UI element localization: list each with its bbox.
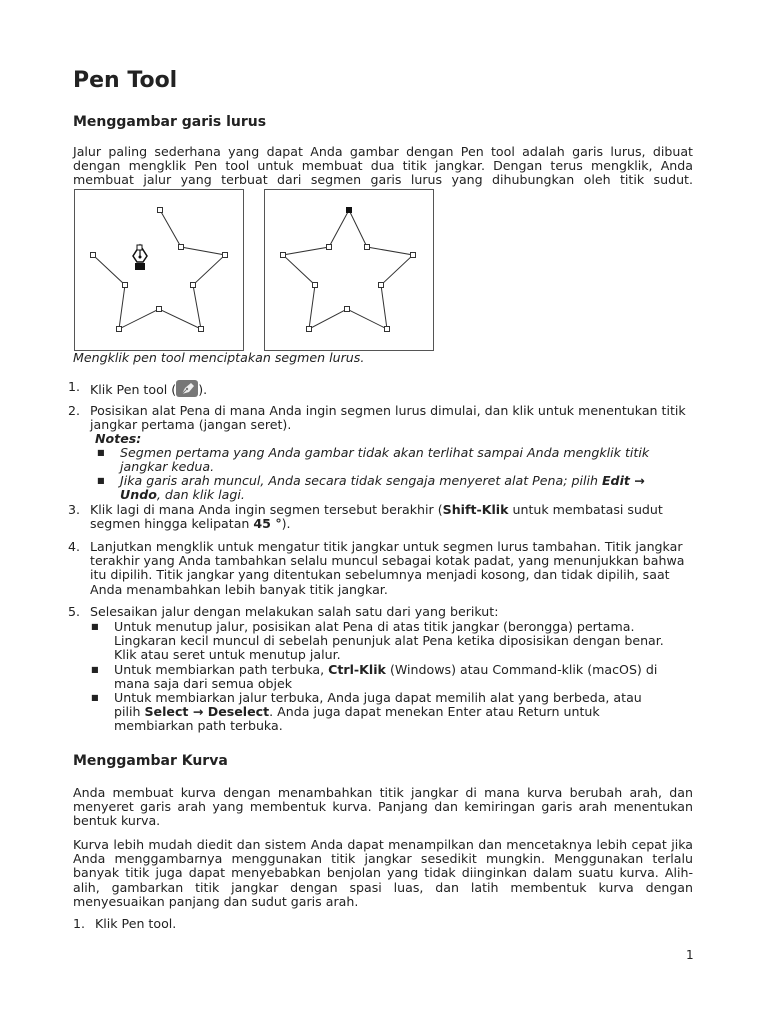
list-number: 5.: [68, 604, 81, 619]
list-text: Selesaikan jalur dengan melakukan salah satu dari yang berikut:: [90, 604, 499, 619]
figure-star-drawing: [74, 189, 244, 351]
list-number: 4.: [68, 539, 81, 554]
pen-tool-icon: [176, 380, 198, 397]
star-path-closed: [265, 190, 433, 350]
intro-paragraph: Jalur paling sederhana yang dapat Anda gambar dengan Pen tool adalah garis lurus, dibuat dengan mengklik Pen tool untuk membuat dua titik jangkar. Dengan terus mengklik, Anda membuat jalur yang terbuat dari segmen garis lurus yang dihubungkan oleh titik sudut.: [73, 144, 693, 188]
page-title: Pen Tool: [73, 68, 178, 93]
section-heading-straight-lines: Menggambar garis lurus: [73, 114, 267, 130]
list-text: Posisikan alat Pena di mana Anda ingin segmen lurus dimulai, dan klik untuk menentukan titik jangkar pertama (jangan seret).: [90, 403, 686, 433]
list-number: 1.: [68, 379, 81, 394]
notes-label: Notes:: [95, 431, 142, 446]
list-number: 3.: [68, 502, 81, 517]
list-text: Lanjutkan mengklik untuk mengatur titik jangkar untuk segmen lurus tambahan. Titik jangkar terakhir yang Anda tambahkan selalu muncul sebagai kotak padat, yang menunjukkan bahwa itu dipilih. Titik jangkar yang ditentukan sebelumnya menjadi kosong, dan tidak dipilih, saat Anda menambahkan lebih banyak titik jangkar.: [90, 539, 685, 597]
pen-nib-icon: [133, 245, 147, 270]
star-path-open: [75, 190, 243, 350]
list-text: Klik Pen tool ( ).: [90, 382, 208, 397]
section-heading-curves: Menggambar Kurva: [73, 753, 228, 769]
figure-star-closed: [264, 189, 434, 351]
list-text: Klik Pen tool.: [95, 916, 177, 931]
list-text: Klik lagi di mana Anda ingin segmen tersebut berakhir (Shift-Klik untuk membatasi sudut segmen hingga kelipatan 45 °).: [90, 502, 663, 532]
list-number: 1.: [73, 916, 86, 931]
list-number: 2.: [68, 403, 81, 418]
page-number: 1: [686, 948, 694, 962]
curves-paragraph-2: Kurva lebih mudah diedit dan sistem Anda dapat menampilkan dan mencetaknya lebih cepat jika Anda menggambarnya menggunakan titik jangkar sesedikit mungkin. Menggunakan terlalu banyak titik juga dapat menyebabkan benjolan yang tidak diinginkan dalam suatu kurva. Alih-alih, gambarkan titik jangkar dengan spasi luas, dan latih membentuk kurva dengan menyesuaikan panjang dan sudut garis arah.: [73, 837, 693, 909]
figure-caption: Mengklik pen tool menciptakan segmen lurus.: [73, 350, 365, 365]
curves-paragraph-1: Anda membuat kurva dengan menambahkan titik jangkar di mana kurva berubah arah, dan menyeret garis arah yang membentuk kurva. Panjang dan kemiringan garis arah menentukan bentuk kurva.: [73, 785, 693, 829]
